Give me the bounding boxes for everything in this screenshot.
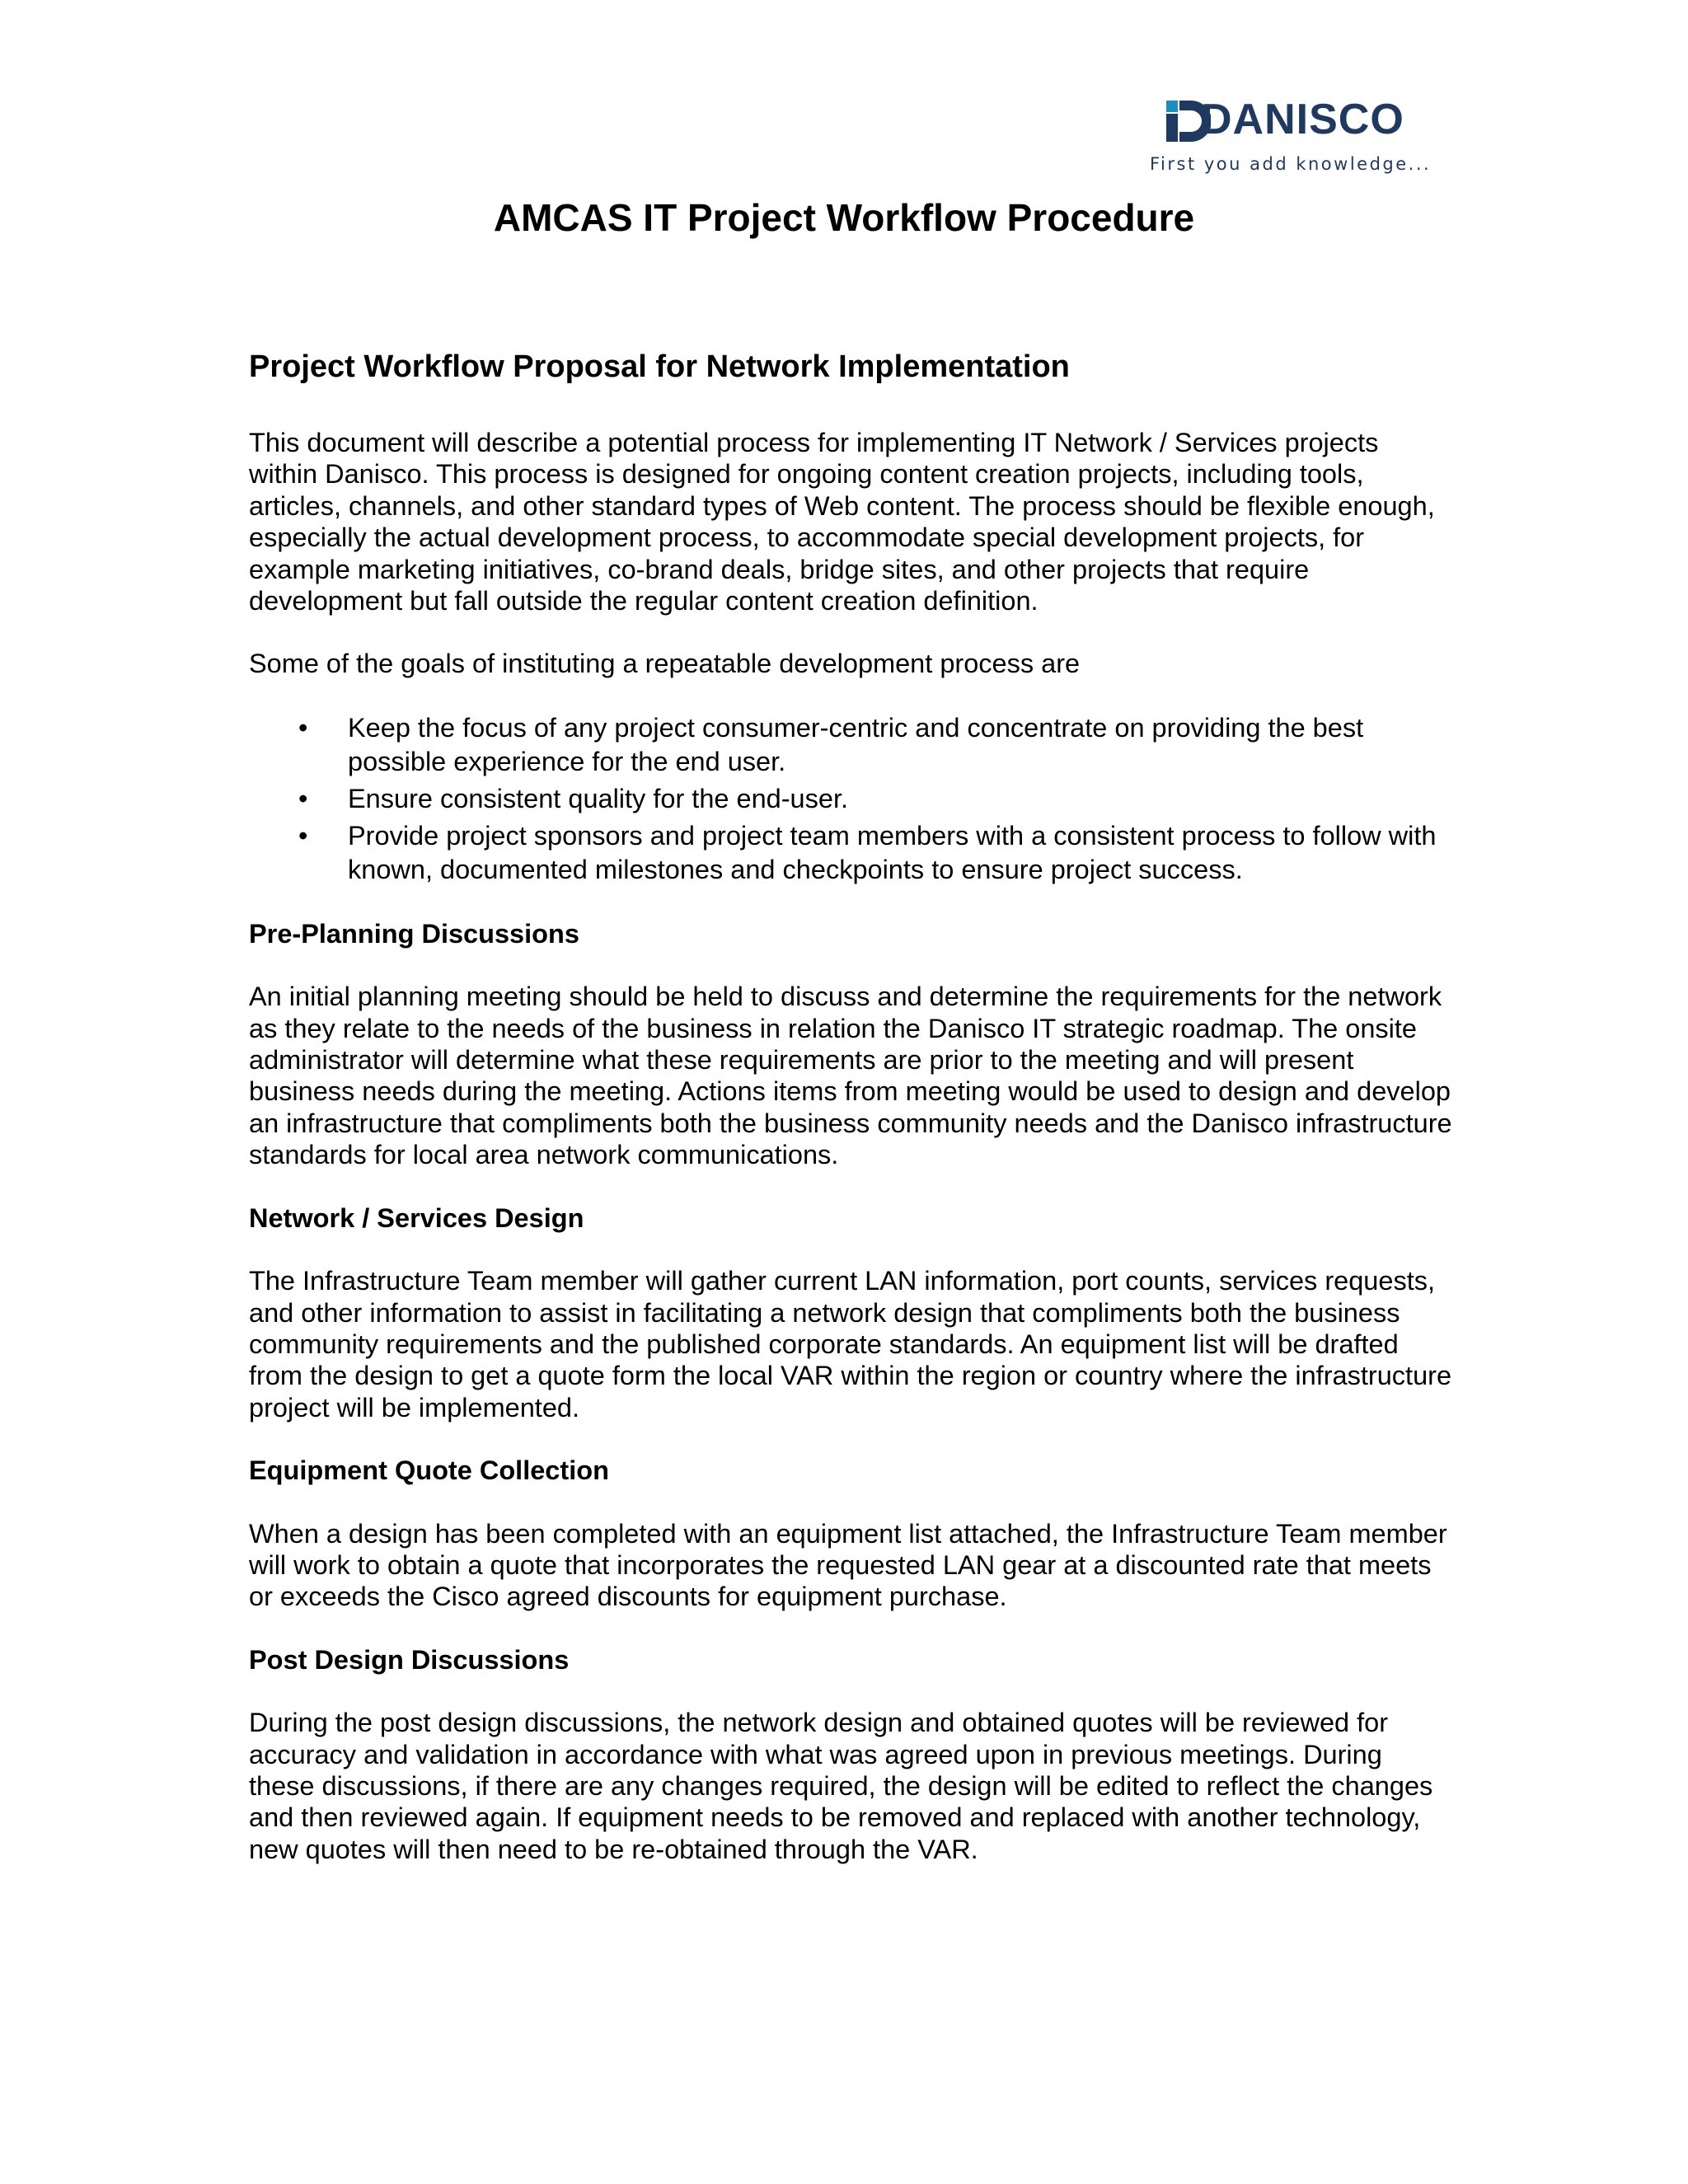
intro-paragraph: This document will describe a potential process for implementing IT Network / Services projects within Danisco. This process is designed for ongoing content creation projects, including tools, articles, channels, and other standard types of Web content. The process should be flexible enough, especially the actual development process, to accommodate special development projects, for example marketing initiatives, co-brand deals, bridge sites, and other projects that require development but fall outside the regular content creation definition. [249,428,1435,616]
danisco-logo [1150,95,1447,185]
bullet-icon: • [298,820,308,851]
list-item [249,782,1452,816]
logo-wordmark: DANISCO [1201,96,1404,143]
goal-text: Provide project sponsors and project team members with a consistent process to follow with known, documented milestones and checkpoints to ensure project success. [348,820,1437,884]
section-body-pre-planning: An initial planning meeting should be held to discuss and determine the requirements for the network as they relate to the needs of the business in relation the Danisco IT strategic roadmap. The onsite administrator will determine what these requirements are prior to the meeting and will present business needs during the meeting. Actions items from meeting would be used to design and develop an infrastructure that compliments both the business community needs and the Danisco infrastructure standards for local area network communications. [249,982,1452,1170]
proposal-heading: Project Workflow Proposal for Network Implementation [249,349,1070,384]
document-title: AMCAS IT Project Workflow Procedure [493,196,1195,239]
list-item [249,819,1452,887]
section-body-quote-collection: When a design has been completed with an equipment list attached, the Infrastructure Team member will work to obtain a quote that incorporates the requested LAN gear at a discounted rate that meets or exceeds the Cisco agreed discounts for equipment purchase. [249,1518,1447,1612]
section-heading-post-design: Post Design Discussions [249,1644,570,1675]
section-heading-network-design: Network / Services Design [249,1202,584,1233]
bullet-icon: • [298,783,308,813]
section-body-network-design: The Infrastructure Team member will gather current LAN information, port counts, services requests, and other information to assist in facilitating a network design that compliments both the business community requirements and the published corporate standards. An equipment list will be drafted from the design to get a quote form the local VAR within the region or country where the infrastructure project will be implemented. [249,1266,1452,1422]
goal-text: Ensure consistent quality for the end-user. [348,783,849,813]
section-body-post-design: During the post design discussions, the network design and obtained quotes will be reviewed for accuracy and validation in accordance with what was agreed upon in previous meetings. During these discussions, if there are any changes required, the design will be edited to reflect the changes and then reviewed again. If equipment needs to be removed and replaced with another technology, new quotes will then need to be re-obtained through the VAR. [249,1708,1433,1864]
section-heading-pre-planning: Pre-Planning Discussions [249,918,579,949]
list-item [249,711,1452,779]
bullet-icon: • [298,712,308,743]
logo-tagline: First you add knowledge... [1150,154,1432,174]
document-body [249,427,1452,1896]
section-heading-quote-collection: Equipment Quote Collection [249,1455,609,1486]
goals-intro-paragraph: Some of the goals of instituting a repeatable development process are [249,649,1081,679]
goal-text: Keep the focus of any project consumer-centric and concentrate on providing the best possible experience for the end user. [348,712,1364,776]
goals-list [249,711,1452,887]
